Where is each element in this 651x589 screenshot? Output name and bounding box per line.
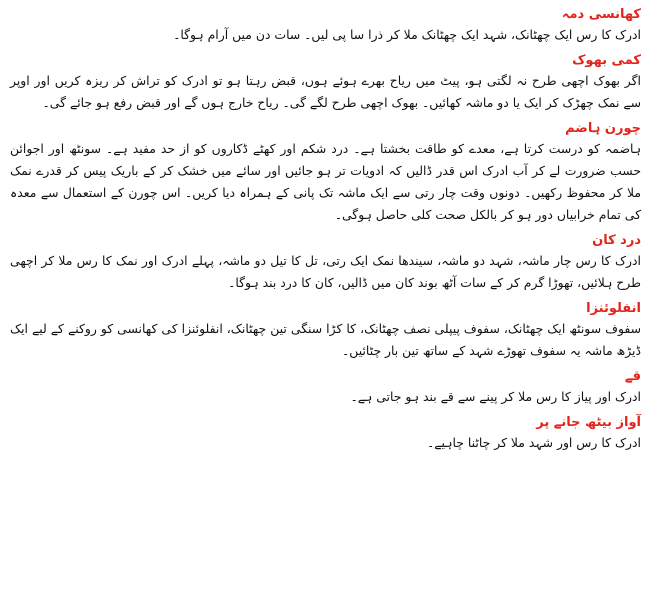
section-digestive-powder [10,120,641,226]
text-line: دیا کریں۔ اس چورن کے استعمال سے معدہ کی تمام خرابیاں دور ہو کر بالکل صحت کلی حاصل ہوگی۔ [10,185,641,222]
section-text [10,386,641,408]
section-hoarse-voice [10,414,641,454]
text-line: ڈالیں کہ ادویات تر ہو جائیں اور سائے میں خشک کر کے باریک پیس کر قدرے نمک ملا کر محفوظ رکھیں۔ دونوں وقت چار رتی سے ایک ماشہ تک پانی کے ہمراہ [10,163,641,200]
section-vomiting [10,368,641,408]
section-text [10,432,641,454]
section-text [10,250,641,294]
text-line: سفوف سونٹھ ایک چھٹانک، سفوف پیپلی نصف چھٹانک، کا کڑا سنگی تین چھٹانک، انفلوئنزا کی کھانسی کو روکنے کے لیے ایک ڈیڑھ ماشہ یہ سفوف تھوڑے شہد کے [10,321,641,358]
section-heading: درد کان [592,233,641,248]
text-line: ادرک اور پیاز کا رس ملا کر پینے سے قے بند ہو جاتی ہے۔ [350,389,641,404]
section-heading: آواز بیٹھ جانے پر [536,415,641,430]
section-heading: کمی بھوک [572,53,641,68]
text-line: ساتھ تین بار چٹائیں۔ [342,343,449,358]
section-earache [10,232,641,294]
text-line: کھائیں۔ بھوک اچھی طرح لگے گی۔ ریاح خارج ہوں گے اور قبض رفع ہو جائے گی۔ [42,95,462,110]
section-loss-of-appetite [10,52,641,114]
section-cough-asthma [10,6,641,46]
text-line: ادرک کا رس اور شہد ملا کر چاٹنا چاہیے۔ [427,435,641,450]
section-heading: انفلوئنزا [586,301,641,316]
text-line: ادرک کا رس چار ماشہ، شہد دو ماشہ، سیندھا نمک ایک رتی، تل کا تیل دو ماشہ، پہلے ادرک اور نمک کا رس ملا کر اچھی طرح ہلائیں، تھوڑا گرم کر کے سات آٹھ بوند [10,253,641,290]
section-text [10,24,641,46]
text-line: اگر بھوک اچھی طرح نہ لگتی ہو، پیٹ میں ریاح بھرے ہوئے ہوں، قبض رہتا ہو تو ادرک کو تراش کر ریزہ کریں اور اوپر سے نمک چھڑک کر ایک یا دو ماشہ [10,73,641,110]
section-text [10,318,641,362]
section-text [10,70,641,114]
section-text [10,138,641,226]
section-heading: قے [624,369,641,384]
section-heading: کھانسی دمہ [561,7,641,22]
section-heading: چورن ہاضم [565,121,641,136]
section-influenza [10,300,641,362]
text-line: ہاضمہ کو درست کرتا ہے، معدے کو طاقت بخشتا ہے۔ درد شکم اور کھٹے ڈکاروں کو از حد مفید ہے۔ سونٹھ اور اجوائن حسب ضرورت لے کر آب ادرک اس قدر [10,141,641,178]
text-line: کان میں ڈالیں، کان کا درد بند ہوگا۔ [228,275,414,290]
text-line: ادرک کا رس ایک چھٹانک، شہد ایک چھٹانک ملا کر ذرا سا پی لیں۔ سات دن میں آرام ہوگا۔ [173,27,641,42]
